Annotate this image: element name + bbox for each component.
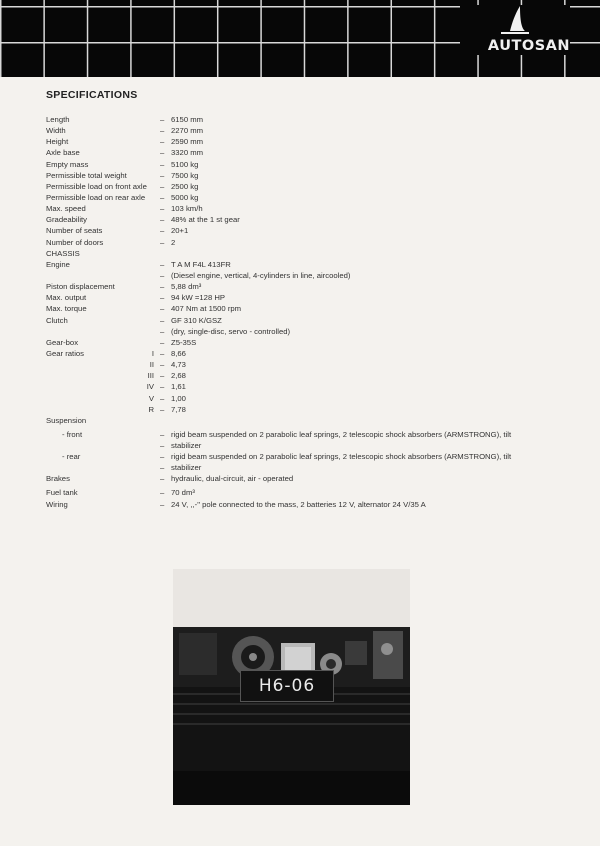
spec-value: 1,61: [171, 382, 186, 392]
spec-dash: –: [160, 226, 165, 236]
spec-value: 70 dm³: [171, 488, 195, 498]
spec-label: Max. output: [46, 293, 87, 303]
gear-number: V: [148, 393, 154, 403]
spec-dash: –: [160, 237, 165, 247]
spec-value: 7,78: [171, 404, 186, 414]
spec-value: 7500 kg: [171, 170, 199, 180]
spec-value: 103 km/h: [171, 204, 203, 214]
spec-row: [0, 125, 600, 136]
spec-value: 2270 mm: [171, 126, 204, 136]
spec-value: 20+1: [171, 226, 189, 236]
spec-row: [0, 451, 600, 462]
spec-value: 2: [171, 237, 176, 247]
spec-row: [0, 159, 600, 170]
spec-dash: –: [160, 463, 165, 473]
spec-row: [0, 326, 600, 337]
spec-dash: –: [160, 371, 165, 381]
spec-row: [0, 147, 600, 158]
spec-label: CHASSIS: [46, 248, 80, 258]
spec-row: [0, 462, 600, 473]
spec-row: [0, 359, 600, 370]
spec-row: [0, 170, 600, 181]
spec-value: 2,68: [171, 371, 186, 381]
spec-row: [0, 281, 600, 292]
spec-row: [0, 203, 600, 214]
spec-row: [0, 114, 600, 125]
spec-dash: –: [160, 404, 165, 414]
spec-row: [0, 499, 600, 510]
spec-row: [0, 136, 600, 147]
gear-number: IV: [146, 382, 154, 392]
spec-value: (Diesel engine, vertical, 4-cylinders in line, aircooled): [171, 270, 351, 280]
spec-label: Wiring: [46, 499, 68, 509]
spec-label: Permissible total weight: [46, 170, 127, 180]
page-title: SPECIFICATIONS: [46, 89, 138, 101]
spec-label: Permissible load on rear axle: [46, 192, 146, 202]
spec-label: - front: [62, 429, 83, 439]
spec-row: [0, 473, 600, 487]
gear-number: III: [147, 371, 154, 381]
spec-label: Max. torque: [46, 304, 87, 314]
spec-value: 407 Nm at 1500 rpm: [171, 304, 242, 314]
spec-row: [0, 440, 600, 451]
spec-label: Suspension: [46, 415, 87, 425]
spec-dash: –: [160, 382, 165, 392]
spec-value: rigid beam suspended on 2 parabolic leaf springs, 2 telescopic shock absorbers (ARMSTRONG), tilt: [171, 452, 512, 462]
spec-dash: –: [160, 215, 165, 225]
spec-value: 8,66: [171, 348, 186, 358]
spec-dash: –: [160, 326, 165, 336]
spec-row: [0, 429, 600, 440]
spec-value: Z5-35S: [171, 337, 197, 347]
spec-value: 5000 kg: [171, 192, 199, 202]
spec-value: 2590 mm: [171, 137, 204, 147]
spec-value: T A M F4L 413FR: [171, 259, 231, 269]
spec-dash: –: [160, 204, 165, 214]
spec-dash: –: [160, 348, 165, 358]
spec-dash: –: [160, 429, 165, 439]
spec-value: 3320 mm: [171, 148, 204, 158]
spec-row: [0, 214, 600, 225]
autosan-logo: [460, 5, 570, 55]
spec-dash: –: [160, 137, 165, 147]
spec-value: 4,73: [171, 360, 186, 370]
spec-dash: –: [160, 488, 165, 498]
spec-row: [0, 315, 600, 326]
spec-value: 5,88 dm³: [171, 282, 202, 292]
engine-photo: [173, 569, 410, 805]
spec-dash: –: [160, 474, 165, 484]
spec-dash: –: [160, 181, 165, 191]
spec-row: [0, 237, 600, 248]
spec-value: stabilizer: [171, 440, 202, 450]
spec-value: 94 kW =128 HP: [171, 293, 226, 303]
spec-label: Empty mass: [46, 159, 89, 169]
spec-row: [0, 181, 600, 192]
logo-sail-icon: [498, 5, 532, 35]
spec-label: Gear ratios: [46, 348, 85, 358]
spec-dash: –: [160, 304, 165, 314]
spec-label: Gradeability: [46, 215, 88, 225]
spec-dash: –: [160, 337, 165, 347]
spec-label: Width: [46, 126, 66, 136]
spec-row: [0, 415, 600, 429]
spec-label: Number of doors: [46, 237, 104, 247]
spec-label: Permissible load on front axle: [46, 181, 147, 191]
spec-dash: –: [160, 452, 165, 462]
spec-label: Clutch: [46, 315, 68, 325]
spec-row: [0, 192, 600, 203]
license-plate: H6-06: [240, 670, 334, 702]
spec-label: Engine: [46, 259, 70, 269]
spec-dash: –: [160, 270, 165, 280]
spec-value: 2500 kg: [171, 181, 199, 191]
spec-label: Height: [46, 137, 69, 147]
spec-dash: –: [160, 440, 165, 450]
spec-label: Number of seats: [46, 226, 103, 236]
spec-label: Brakes: [46, 474, 70, 484]
spec-label: Fuel tank: [46, 488, 78, 498]
spec-value: rigid beam suspended on 2 parabolic leaf springs, 2 telescopic shock absorbers (ARMSTRONG), tilt: [171, 429, 512, 439]
spec-label: Piston displacement: [46, 282, 115, 292]
spec-label: Gear-box: [46, 337, 79, 347]
spec-dash: –: [160, 170, 165, 180]
spec-dash: –: [160, 159, 165, 169]
spec-row: [0, 292, 600, 303]
gear-number: II: [149, 360, 154, 370]
spec-dash: –: [160, 259, 165, 269]
spec-row: [0, 259, 600, 270]
spec-row: [0, 225, 600, 236]
spec-list: [0, 114, 600, 510]
spec-label: Axle base: [46, 148, 80, 158]
spec-row: [0, 487, 600, 498]
spec-dash: –: [160, 115, 165, 124]
spec-label: Max. speed: [46, 204, 86, 214]
spec-dash: –: [160, 315, 165, 325]
spec-dash: –: [160, 499, 165, 509]
spec-value: 48% at the 1 st gear: [171, 215, 240, 225]
spec-row: [0, 370, 600, 381]
spec-row: [0, 337, 600, 348]
spec-dash: –: [160, 282, 165, 292]
header-banner: [0, 0, 600, 77]
spec-value: 24 V, ,,-" pole connected to the mass, 2 batteries 12 V, alternator 24 V/35 A: [171, 499, 426, 509]
spec-value: 5100 kg: [171, 159, 199, 169]
spec-row: [0, 303, 600, 314]
spec-row: [0, 381, 600, 392]
spec-dash: –: [160, 360, 165, 370]
gear-number: I: [151, 348, 154, 358]
spec-dash: –: [160, 148, 165, 158]
spec-value: 6150 mm: [171, 115, 204, 124]
spec-value: hydraulic, dual-circuit, air - operated: [171, 474, 294, 484]
spec-dash: –: [160, 192, 165, 202]
spec-dash: –: [160, 393, 165, 403]
spec-row: [0, 270, 600, 281]
spec-row: [0, 404, 600, 415]
spec-value: 1,00: [171, 393, 186, 403]
spec-row: [0, 248, 600, 259]
spec-value: stabilizer: [171, 463, 202, 473]
spec-value: (dry, single-disc, servo - controlled): [171, 326, 291, 336]
spec-label: - rear: [62, 452, 81, 462]
spec-dash: –: [160, 293, 165, 303]
spec-label: Length: [46, 115, 70, 124]
logo-text: AUTOSAN: [487, 38, 570, 54]
gear-number: R: [148, 404, 154, 414]
spec-row: [0, 393, 600, 404]
spec-dash: –: [160, 126, 165, 136]
spec-value: GF 310 K/GSZ: [171, 315, 222, 325]
spec-row: [0, 348, 600, 359]
